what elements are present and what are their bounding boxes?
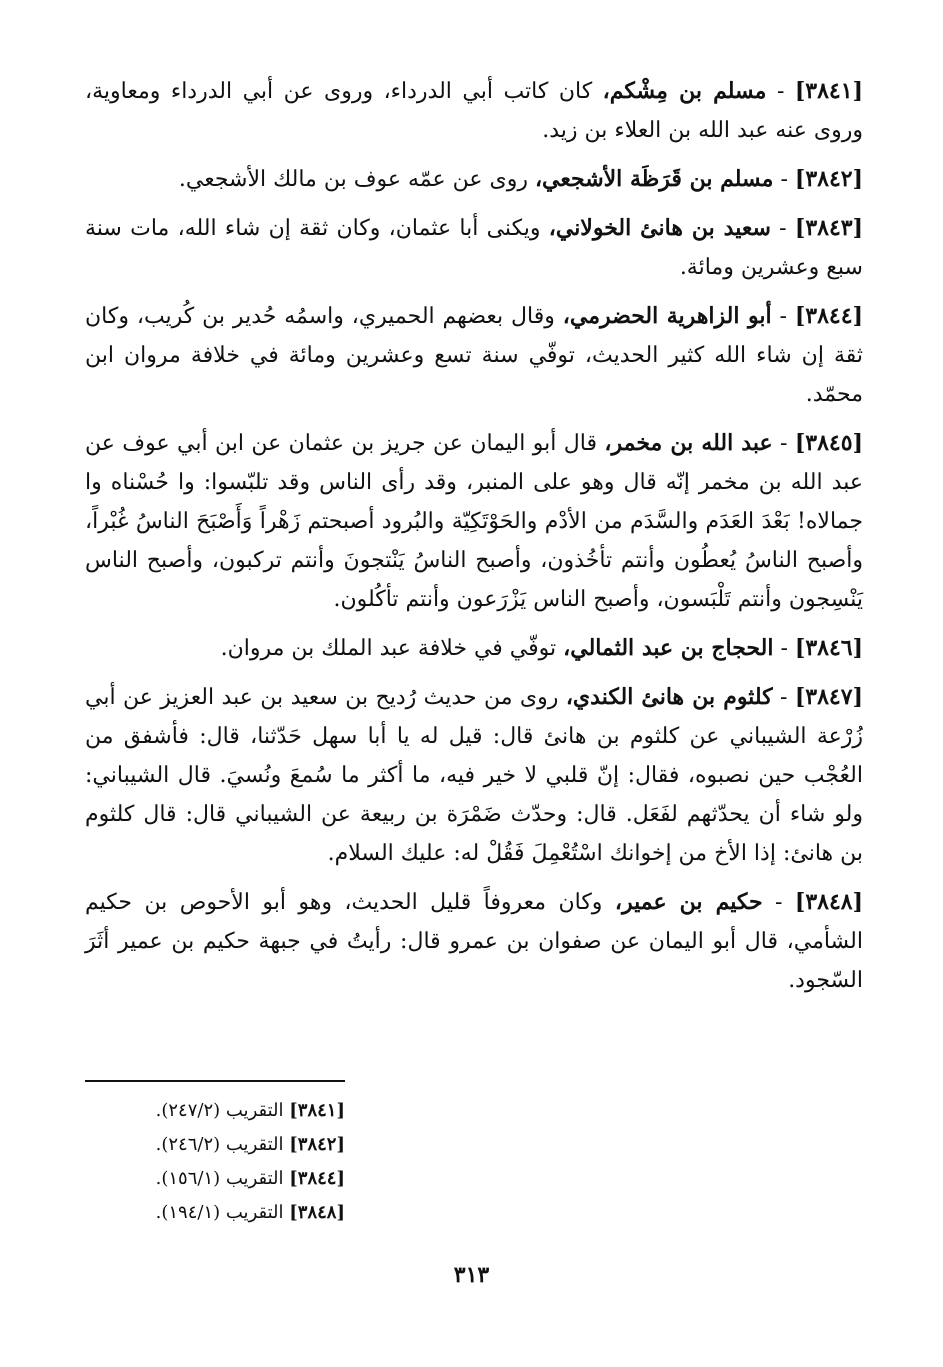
entry-text: وكان معروفاً قليل الحديث، وهو أبو الأحوص بن حكيم الشأمي، قال أبو اليمان عن صفوان بن عمرو قال: رأيتُ في جبهة حكيم بن عمير أثَرَ السّجود. <box>85 890 863 993</box>
entry-name: كلثوم بن هانئ الكندي، <box>565 684 773 710</box>
entry-text: روى عن عمّه عوف بن مالك الأشجعي. <box>178 167 528 192</box>
entry-number: [٣٨٤١] <box>794 78 863 104</box>
biography-entry: [٣٨٤٤] - أبو الزاهرية الحضرمي، وقال بعضهم الحميري، واسمُه حُدير بن كُريب، وكان ثقة إن شاء الله كثير الحديث، توفّي سنة تسع وعشرين ومائة في خلافة مروان ابن محمّد. <box>85 303 863 407</box>
entry-number: [٣٨٤٣] <box>794 215 863 241</box>
page-number: ٣١٣ <box>453 1262 490 1288</box>
biography-entry: [٣٨٤٣] - سعيد بن هانئ الخولاني، ويكنى أبا عثمان، وكان ثقة إن شاء الله، مات سنة سبع وعشرين ومائة. <box>85 215 863 280</box>
footnote <box>85 1162 345 1196</box>
entry-number: [٣٨٤٦] <box>794 635 863 661</box>
footnote-text: التقريب (٢٤٦/٢). <box>155 1134 284 1155</box>
entry-name: أبو الزاهرية الحضرمي، <box>562 303 772 329</box>
biography-entry: [٣٨٤٦] - الحجاج بن عبد الثمالي، توفّي في خلافة عبد الملك بن مروان. <box>220 635 863 661</box>
footnote-text: التقريب (١٩٤/١). <box>155 1202 284 1223</box>
entry-number: [٣٨٤٢] <box>794 166 863 192</box>
entry-name: حكيم بن عمير، <box>614 889 763 915</box>
biography-entry: [٣٨٤٨] - حكيم بن عمير، وكان معروفاً قليل الحديث، وهو أبو الأحوص بن حكيم الشأمي، قال أبو اليمان عن صفوان بن عمرو قال: رأيتُ في جبهة حكيم بن عمير أثَرَ السّجود. <box>85 889 863 993</box>
entry-number: [٣٨٤٥] <box>794 430 863 456</box>
entry-name: عبد الله بن مخمر، <box>604 430 773 456</box>
footnotes <box>85 1080 345 1230</box>
entry-number: [٣٨٤٤] <box>794 303 863 329</box>
footnote-number: [٣٨٤١] <box>289 1100 345 1121</box>
entry-text: كان كاتب أبي الدرداء، وروى عن أبي الدرداء ومعاوية، وروى عنه عبد الله بن العلاء بن زيد. <box>85 79 863 143</box>
footnote <box>85 1094 345 1128</box>
biography-entry: [٣٨٤٧] - كلثوم بن هانئ الكندي، روى من حديث رُديح بن سعيد بن عبد العزيز عن أبي زُرْعة الشيباني عن كلثوم بن هانئ قال: قيل له يا أبا سهل حَدّثنا، قال: فأشفق من العُجْب حين نصبوه، فقال: إنّ قلبي لا خير فيه، ما أكثر ما سُمعَ ونُسيَ. قال الشيباني: ولو شاء أن يحدّثهم لفَعَل. قال: وحدّث ضَمْرَة بن ربيعة عن الشيباني قال: قال كلثوم بن هانئ: إذا الأخ من إخوانك اسْتُعْمِلَ فَقُلْ له: عليك السلام. <box>85 684 863 866</box>
footnote-text: التقريب (١٥٦/١). <box>155 1168 284 1189</box>
entry-number: [٣٨٤٧] <box>794 684 863 710</box>
footnote-number: [٣٨٤٨] <box>289 1202 345 1223</box>
entry-name: سعيد بن هانئ الخولاني، <box>548 215 771 241</box>
entry-name: الحجاج بن عبد الثمالي، <box>563 635 774 661</box>
entry-text: روى من حديث رُديح بن سعيد بن عبد العزيز عن أبي زُرْعة الشيباني عن كلثوم بن هانئ قال: قيل له يا أبا سهل حَدّثنا، قال: فأشفق من العُجْب حين نصبوه، فقال: إنّ قلبي لا خير فيه، ما أكثر ما سُمعَ ونُسيَ. قال الشيباني: ولو شاء أن يحدّثهم لفَعَل. قال: وحدّث ضَمْرَة بن ربيعة عن الشيباني قال: قال كلثوم بن هانئ: إذا الأخ من إخوانك اسْتُعْمِلَ فَقُلْ له: عليك السلام. <box>85 685 863 866</box>
footnote-text: التقريب (٢٤٧/٢). <box>155 1100 284 1121</box>
biography-entry: [٣٨٤١] - مسلم بن مِشْكم، كان كاتب أبي الدرداء، وروى عن أبي الدرداء ومعاوية، وروى عنه عبد الله بن العلاء بن زيد. <box>85 78 863 143</box>
entry-name: مسلم بن مِشْكم، <box>602 78 767 104</box>
footnote-number: [٣٨٤٢] <box>289 1134 345 1155</box>
biography-entry: [٣٨٤٥] - عبد الله بن مخمر، قال أبو اليمان عن جريز بن عثمان عن ابن أبي عوف عن عبد الله بن مخمر إنّه قال وهو على المنبر، وقد رأى الناس وقد تلبّسوا: وا حُسْناه وا جمالاه! بَعْدَ العَدَم والسَّدَم من الأدْم والحَوْتَكِيّة والبُرود أصبحتم زَهْراً وَأَصْبَحَ الناسُ غُبْراً، وأصبح الناسُ يُعطُون وأنتم تأخُذون، وأصبح الناسُ يَنْتجونَ وأنتم تركبون، وأصبح الناس يَنْسِجون وأنتم تَلْبَسون، وأصبح الناس يَزْرَعون وأنتم تأكُلون. <box>85 430 863 612</box>
entry-text: وقال بعضهم الحميري، واسمُه حُدير بن كُريب، وكان ثقة إن شاء الله كثير الحديث، توفّي سنة تسع وعشرين ومائة في خلافة مروان ابن محمّد. <box>85 304 863 407</box>
footnote <box>85 1128 345 1162</box>
entry-text: قال أبو اليمان عن جريز بن عثمان عن ابن أبي عوف عن عبد الله بن مخمر إنّه قال وهو على المنبر، وقد رأى الناس وقد تلبّسوا: وا حُسْناه وا جمالاه! بَعْدَ العَدَم والسَّدَم من الأدْم والحَوْتَكِيّة والبُرود أصبحتم زَهْراً وَأَصْبَحَ الناسُ غُبْراً، وأصبح الناسُ يُعطُون وأنتم تأخُذون، وأصبح الناسُ يَنْتجونَ وأنتم تركبون، وأصبح الناس يَنْسِجون وأنتم تَلْبَسون، وأصبح الناس يَزْرَعون وأنتم تأكُلون. <box>85 431 863 612</box>
footnote-number: [٣٨٤٤] <box>289 1168 345 1189</box>
entry-text: ويكنى أبا عثمان، وكان ثقة إن شاء الله، مات سنة سبع وعشرين ومائة. <box>85 216 863 280</box>
footnote <box>85 1196 345 1230</box>
entry-name: مسلم بن قَرَظَة الأشجعي، <box>534 166 774 192</box>
entry-number: [٣٨٤٨] <box>794 889 863 915</box>
biography-entry: [٣٨٤٢] - مسلم بن قَرَظَة الأشجعي، روى عن عمّه عوف بن مالك الأشجعي. <box>178 166 863 192</box>
body-text <box>85 72 863 1000</box>
entry-text: توفّي في خلافة عبد الملك بن مروان. <box>220 636 557 661</box>
